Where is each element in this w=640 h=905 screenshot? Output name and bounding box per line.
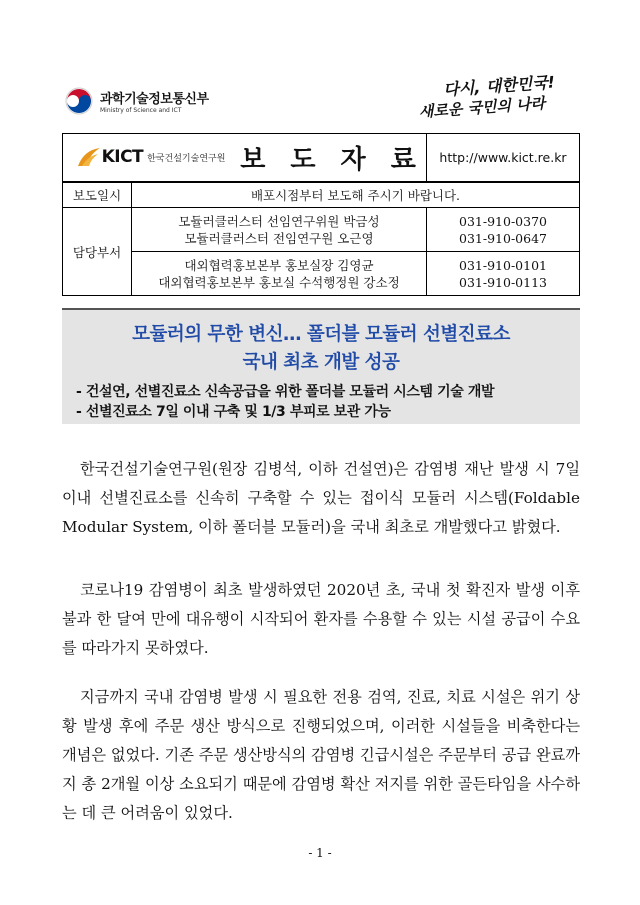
page-number: - 1 -: [308, 846, 332, 860]
contact-name: 모듈러클러스터 전임연구원 오근영: [184, 230, 374, 246]
contact-department-label: 담당부서: [63, 208, 132, 296]
contact-names-group1: [132, 208, 427, 252]
release-time-value: 배포시점부터 보도해 주시기 바랍니다.: [132, 182, 580, 208]
paragraph-text: 코로나19 감염병이 최초 발생하였던 2020년 초, 국내 첫 확진자 발생 이후 불과 한 달여 만에 대유행이 시작되어 환자를 수용할 수 있는 시설 공급이 수요를 따라가지 못하였다.: [62, 581, 580, 657]
kict-logo-text: KICT: [101, 147, 144, 168]
org-url: http://www.kict.re.kr: [427, 134, 580, 182]
government-slogan: [417, 70, 591, 122]
headline-subtitle1: - 건설연, 선별진료소 신속공급을 위한 폴더블 모듈러 시스템 기술 개발: [76, 384, 495, 400]
headline-box: [62, 308, 580, 424]
kict-logo-icon: [76, 146, 102, 168]
release-time-label: 보도일시: [63, 182, 132, 208]
contact-phone: 031-910-0113: [459, 274, 547, 290]
contact-phone: 031-910-0647: [459, 230, 547, 246]
kict-logo-korean: 한국건설기술연구원: [147, 153, 226, 164]
ministry-name: 과학기술정보통신부: [100, 92, 209, 107]
slogan-line1: 다시, 대한민국!: [442, 72, 556, 100]
headline-title-line1: 모듈러의 무한 변신… 폴더블 모듈러 선별진료소: [132, 324, 510, 345]
contact-names-group2: [132, 252, 427, 296]
press-release-info-table: [62, 133, 580, 296]
body-paragraph: [62, 576, 580, 663]
ministry-logo: [64, 86, 209, 116]
contact-name: 모듈러클러스터 선임연구위원 박금성: [178, 213, 380, 229]
body-paragraph: [62, 455, 580, 542]
paragraph-text: 한국건설기술연구원(원장 김병석, 이하 건설연)은 감염병 재난 발생 시 7일 이내 선별진료소를 신속히 구축할 수 있는 접이식 모듈러 시스템(Foldable Modular System, 이하 폴더블 모듈러)을 국내 최초로 개발했다고 밝혔다.: [62, 460, 580, 536]
contact-name: 대외협력홍보본부 홍보실 수석행정원 강소정: [158, 274, 400, 290]
contact-phone: 031-910-0370: [459, 213, 547, 229]
headline-title-line2: 국내 최초 개발 성공: [242, 352, 400, 373]
headline-subtitle2: - 선별진료소 7일 이내 구축 및 1/3 부피로 보관 가능: [76, 404, 391, 420]
press-release-title: 보 도 자 료: [240, 144, 424, 175]
ministry-english-name: Ministry of Science and ICT: [100, 107, 182, 114]
taegeuk-emblem-icon: [64, 86, 94, 116]
press-title-cell: [63, 134, 427, 182]
paragraph-text: 지금까지 국내 감염병 발생 시 필요한 전용 검역, 진료, 치료 시설은 위기 상황 발생 후에 주문 생산 방식으로 진행되었으며, 이러한 시설들을 비축한다는 개념은 없었다. 기존 주문 생산방식의 감염병 긴급시설은 주문부터 공급 완료까지 총 2개월 이상 소요되기 때문에 감염병 확산 저지를 위한 골든타임을 사수하는 데 큰 어려움이 있었다.: [62, 688, 580, 822]
contact-phones-group2: [427, 252, 580, 296]
contact-name: 대외협력홍보본부 홍보실장 김영균: [184, 257, 374, 273]
body-paragraph: [62, 683, 580, 828]
contact-phone: 031-910-0101: [459, 257, 547, 273]
contact-phones-group1: [427, 208, 580, 252]
kict-logo: [63, 146, 238, 168]
slogan-line2: 새로운 국민의 나라: [418, 94, 546, 121]
